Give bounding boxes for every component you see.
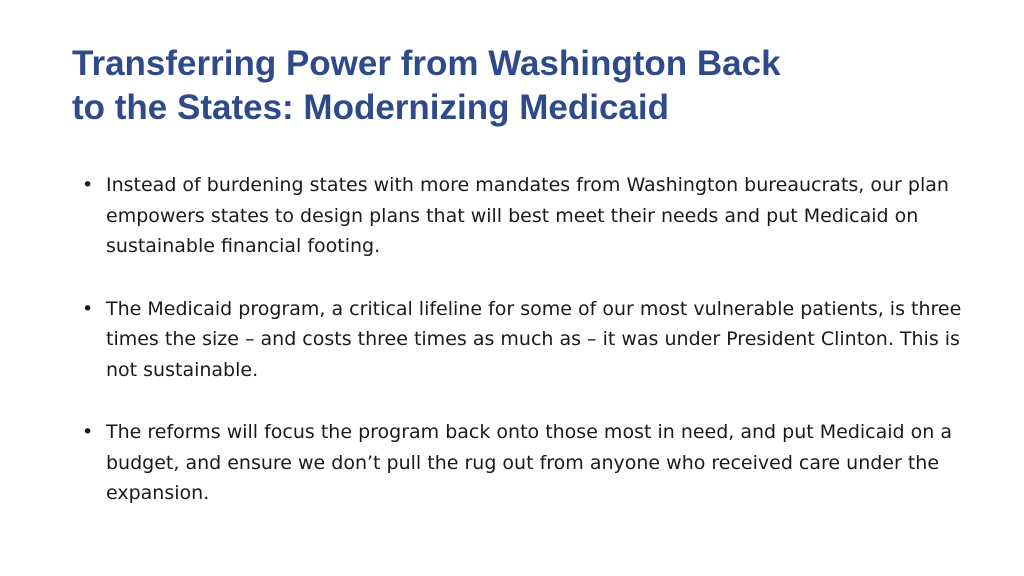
bullet-item <box>82 294 972 386</box>
slide-title-line-2: to the States: Modernizing Medicaid <box>72 88 669 127</box>
bullet-list <box>82 170 972 541</box>
bullet-text: The reforms will focus the program back onto those most in need, and put Medicaid on a budget, and ensure we don’t pull the rug out from anyone who received care under the expansion. <box>106 421 952 504</box>
bullet-dot-icon: • <box>82 174 94 196</box>
slide-title-line-1: Transferring Power from Washington Back <box>72 44 781 83</box>
bullet-text: The Medicaid program, a critical lifeline for some of our most vulnerable patients, is three times the size – and costs three times as much as – it was under President Clinton. This is not sustainable. <box>106 297 962 381</box>
bullet-text: Instead of burdening states with more mandates from Washington bureaucrats, our plan empowers states to design plans that will best meet their needs and put Medicaid on sustainable financial footing. <box>106 174 949 257</box>
bullet-item <box>82 170 972 262</box>
bullet-dot-icon: • <box>82 297 94 320</box>
bullet-dot-icon: • <box>82 421 94 443</box>
slide-title <box>72 42 972 130</box>
bullet-item <box>82 417 972 509</box>
